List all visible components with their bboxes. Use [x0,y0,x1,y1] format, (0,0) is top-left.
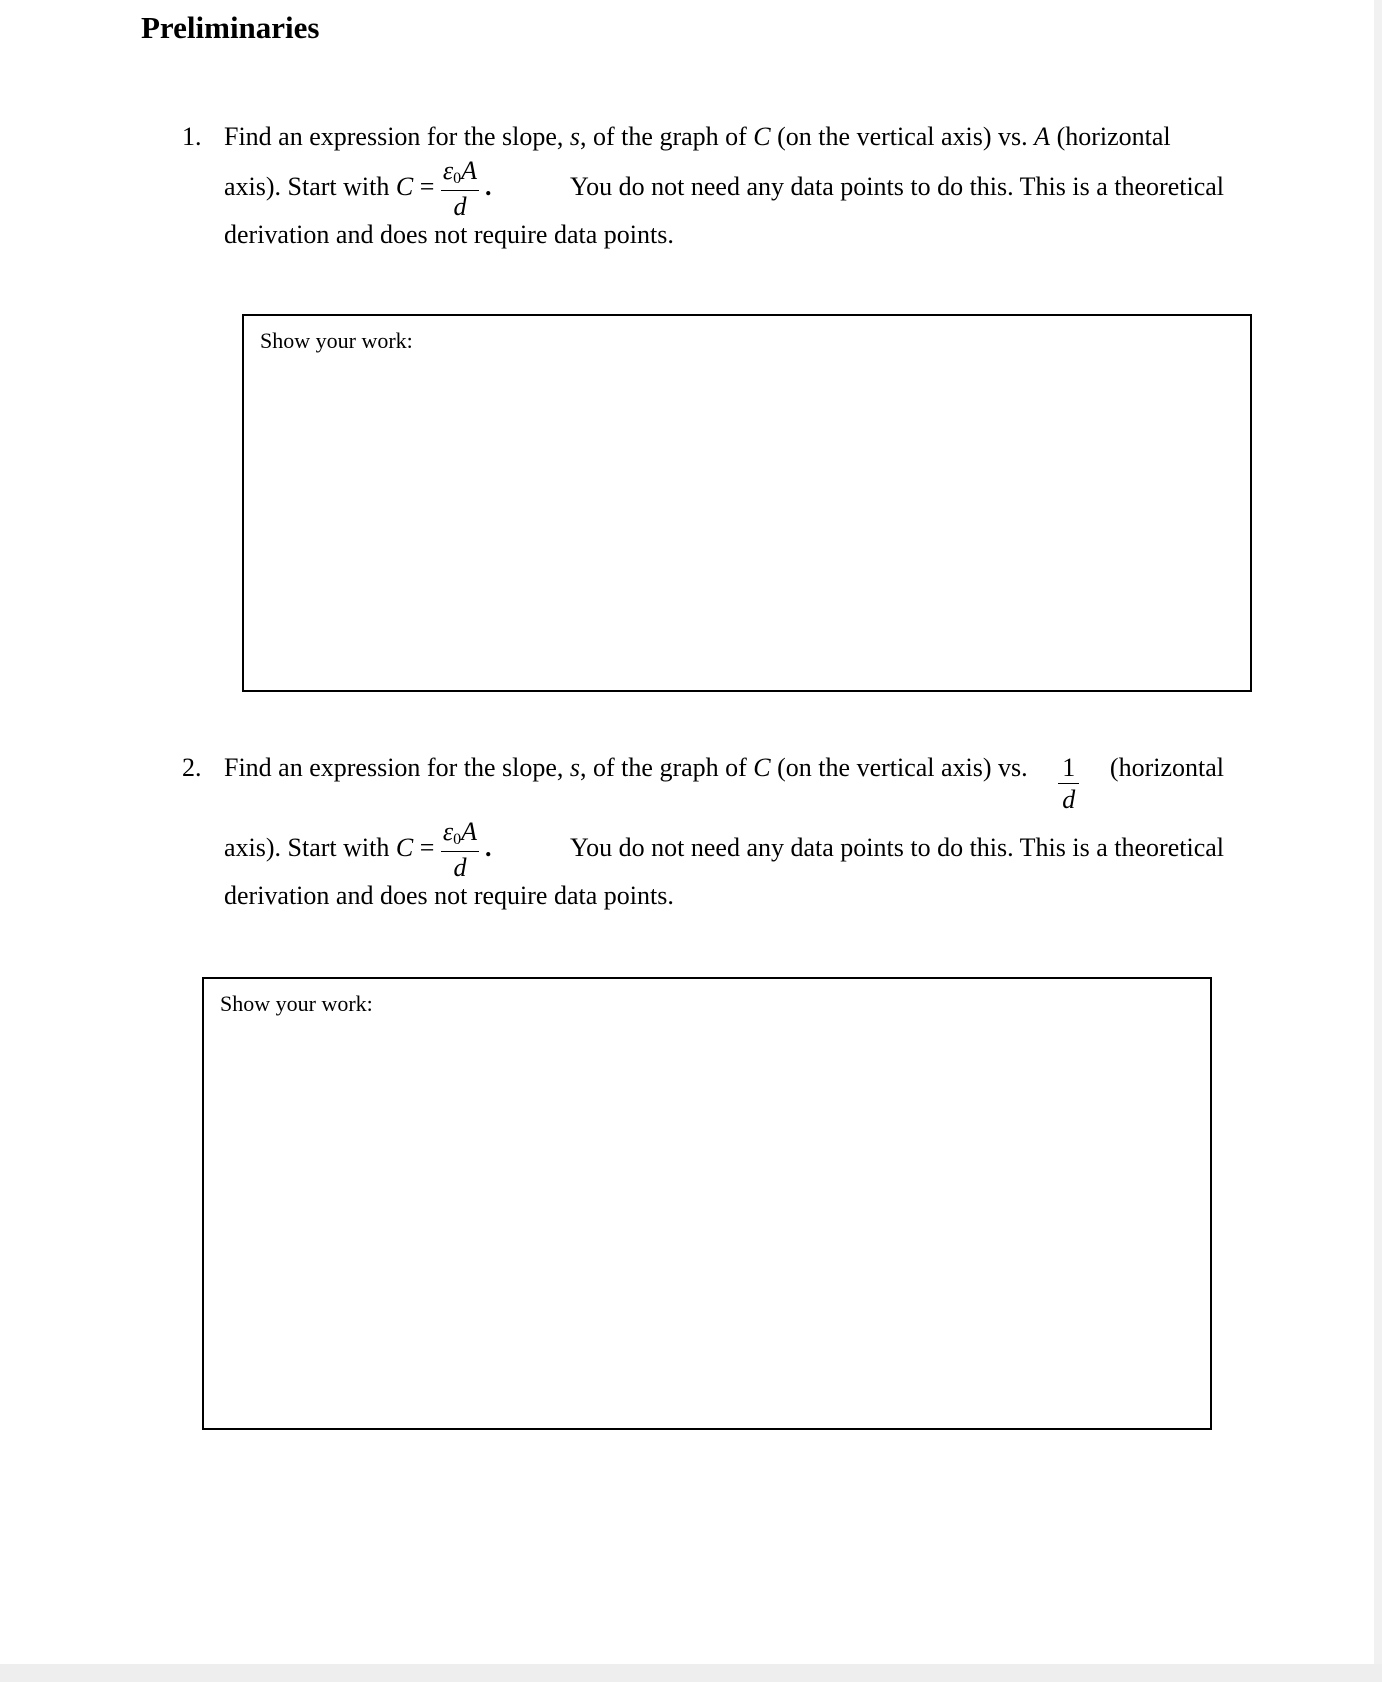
text-run: axis). Start with [224,171,396,201]
fraction-eps0-a-over-d [441,819,479,881]
variable-s: s [569,122,581,151]
text-run: Find an expression for the slope, [224,122,570,151]
fraction-denominator: d [453,192,467,221]
question-line [224,122,1224,152]
variable-a: A [461,156,478,185]
fraction-numerator: 1 [1058,755,1079,784]
work-box-2[interactable] [202,977,1212,1430]
question-number: 2. [182,753,202,782]
fraction-eps0-a-over-d [441,158,479,220]
work-box-1[interactable] [242,314,1252,692]
fraction-numerator [441,819,479,852]
variable-c: C [753,122,771,151]
work-label: Show your work: [220,991,373,1016]
work-label: Show your work: [260,328,413,353]
equals-sign: = [413,832,435,862]
scroll-gutter [1374,0,1382,1682]
text-run: , of the graph of [580,753,754,782]
subscript-zero: 0 [453,170,462,187]
subscript-zero: 0 [453,831,462,848]
question-text [224,122,1171,152]
text-run: Find an expression for the slope, [224,753,570,782]
variable-a: A [1034,122,1051,151]
text-run: , of the graph of [580,122,754,151]
fraction-denominator: d [1062,785,1076,814]
period: . [485,832,492,862]
question-line: derivation and does not require data points. [224,220,674,249]
fraction-one-over-d [1058,755,1079,813]
formula-intro [224,819,492,881]
question-line: derivation and does not require data points. [224,881,674,910]
fraction-numerator [441,158,479,191]
text-run: (on the vertical axis) vs. [770,122,1035,151]
variable-s: s [569,753,581,782]
question-text: You do not need any data points to do this. This is a theoretical [569,832,1224,862]
formula-intro [224,158,492,220]
question-line [224,819,1224,881]
text-run: axis). Start with [224,832,396,862]
epsilon-symbol: ε [442,817,454,846]
question-text: You do not need any data points to do this. This is a theoretical [569,171,1224,201]
page-bottom-edge [0,1664,1382,1682]
page-heading: Preliminaries [141,10,320,45]
text-run: (horizontal [1050,122,1171,151]
period: . [485,171,492,201]
equals-sign: = [413,171,435,201]
variable-c: C [395,171,414,201]
variable-c: C [395,832,414,862]
fraction-denominator: d [453,853,467,882]
question-line [224,158,1224,220]
text-run: (on the vertical axis) vs. [770,753,1028,782]
question-text: (horizontal [1109,753,1224,782]
variable-a: A [461,817,478,846]
question-line [224,753,1224,813]
variable-c: C [753,753,771,782]
question-text [224,753,1028,783]
question-number: 1. [182,122,202,151]
epsilon-symbol: ε [442,156,454,185]
